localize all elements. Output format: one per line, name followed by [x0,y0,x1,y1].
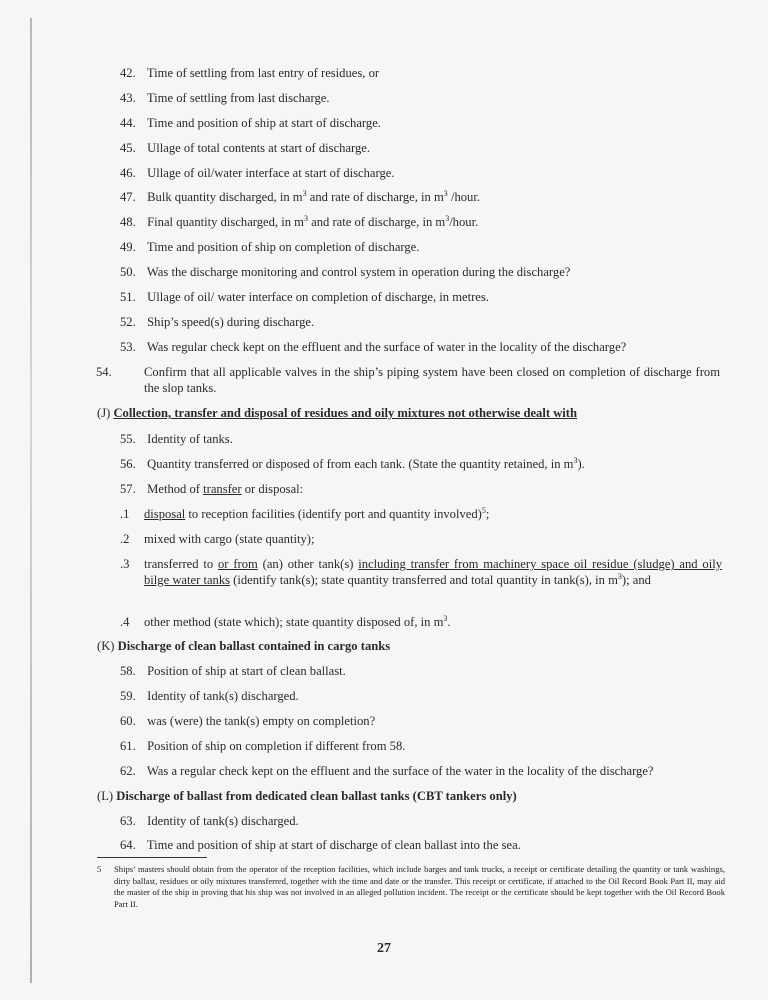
list-item: 62. Was a regular check kept on the effluent and the surface of the water in the locality of the discharge? [120,764,654,778]
list-item: 51. Ullage of oil/ water interface on completion of discharge, in metres. [120,290,489,304]
list-item: 45. Ullage of total contents at start of discharge. [120,141,371,155]
list-item: 59. Identity of tank(s) discharged. [120,689,299,703]
list-item: 56. Quantity transferred or disposed of from each tank. (State the quantity retained, in $m^3$). [120,455,585,471]
sub-item: .1 disposal to reception facilities (identify port and quantity involved)$^5$; [120,505,490,521]
list-item: 52. Ship’s speed(s) during discharge. [120,315,315,329]
footnote: 5 Ships’ masters should obtain from the operator of the reception facilities, which include barges and tank trucks, a receipt or certificate detailing the quantity or tank washings, dirty ballast, residues or oily mixtures transferred, together with the time and date or the transfer. This receipt or certificate, if attached to the Oil Record Book Part II, may aid the master of the ship in proving that his ship was not involved in an alleged pollution incident. The receipt or the certificate should be kept together with the Oil Record Book Part II. [97,864,725,909]
list-item: 48. Final quantity discharged, in $m^3$ and rate of discharge, in $m^3$/hour. [120,213,479,229]
sub-item: .4 other method (state which); state quantity disposed of, in $m^3$. [120,613,451,629]
list-item: 60. was (were) the tank(s) empty on completion? [120,714,376,728]
list-item: 42. Time of settling from last entry of residues, or [120,66,380,80]
list-item: 53. Was regular check kept on the effluent and the surface of water in the locality of the discharge? [120,340,627,354]
list-item: 63. Identity of tank(s) discharged. [120,814,299,828]
list-item: 47. Bulk quantity discharged, in $m^3$ and rate of discharge, in $m^3$ /hour. [120,188,480,204]
list-item: 55. Identity of tanks. [120,432,233,446]
footnote-rule [97,857,207,858]
list-item: 61. Position of ship on completion if different from 58. [120,739,406,753]
section-heading-j: (J) Collection, transfer and disposal of residues and oily mixtures not otherwise dealt with [97,406,577,420]
list-item: 54. Confirm that all applicable valves in the ship’s piping system have been closed on completion of discharge from the slop tanks. [96,365,720,395]
sub-item: .3 transferred to or from (an) other tank(s) including transfer from machinery space oil residue (sludge) and oily bilge water tanks (identify tank(s); state quantity transferred and total quantity in tank(s), in $m^3$); and [120,557,723,587]
sub-item: .2 mixed with cargo (state quantity); [120,532,315,546]
list-item: 49. Time and position of ship on completion of discharge. [120,240,420,254]
page-number: 27 [377,941,391,956]
list-item: 57. Method of transfer or disposal: [120,482,304,496]
list-item: 43. Time of settling from last discharge. [120,91,330,105]
list-item: 44. Time and position of ship at start of discharge. [120,116,381,130]
list-item: 46. Ullage of oil/water interface at start of discharge. [120,166,395,180]
list-item: 64. Time and position of ship at start of discharge of clean ballast into the sea. [120,838,521,852]
section-heading-l: (L) Discharge of ballast from dedicated clean ballast tanks (CBT tankers only) [97,789,517,803]
section-heading-k: (K) Discharge of clean ballast contained in cargo tanks [97,639,391,653]
list-item: 58. Position of ship at start of clean ballast. [120,664,346,678]
list-item: 50. Was the discharge monitoring and control system in operation during the discharge? [120,265,571,279]
page-edge-shadow [30,18,32,983]
